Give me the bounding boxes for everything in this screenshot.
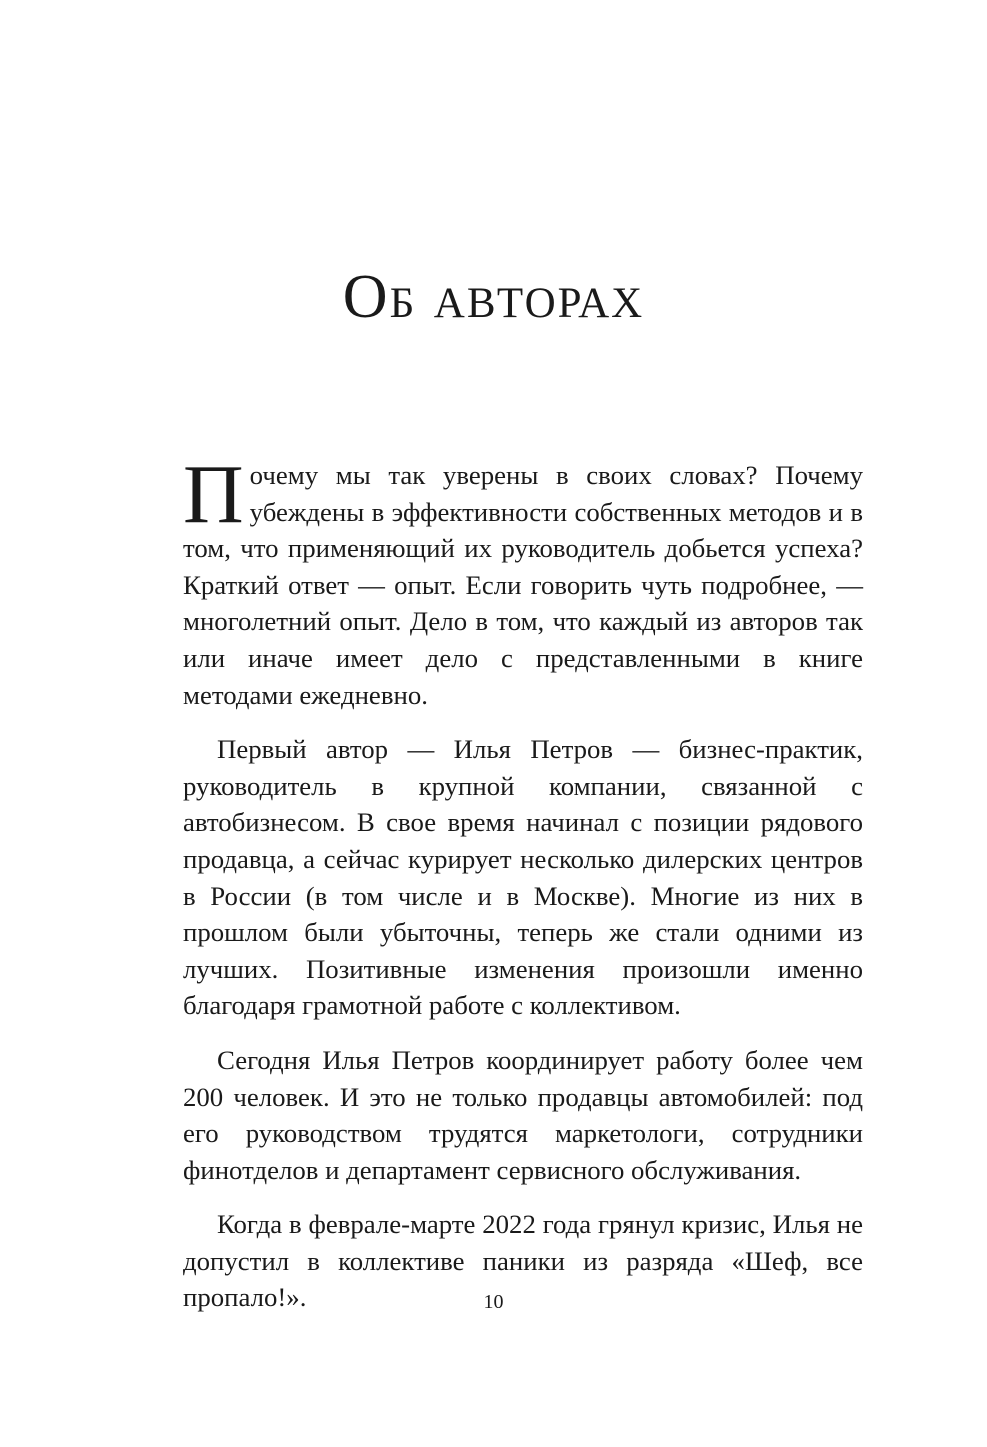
paragraph-2: Первый автор — Илья Петров — бизнес-практик, руководитель в крупной компании, связанной с автобизнесом. В свое время начинал с позиции рядового продавца, а сейчас курирует несколько дилерских центров в России (в том числе и в Москве). Многие из них в прошлом были убыточны, теперь же стали одними из лучших. Позитивные изменения произошли именно благодаря грамотной работе с коллективом. [183, 734, 863, 1021]
page-number: 10 [483, 1291, 504, 1313]
paragraph-3: Сегодня Илья Петров координирует работу более чем 200 человек. И это не только продавцы автомобилей: под его руководством трудятся маркетологи, сотрудники финотделов и департамент сервисного обслуживания. [183, 1044, 863, 1185]
page-title: Об авторах [342, 263, 645, 331]
body-text [183, 448, 863, 1334]
paragraph-1 [183, 448, 863, 713]
paragraph-1-text: очему мы так уверены в своих словах? Почему убеждены в эффективности собственных методов и в том, что применяющий их руководитель добьется успеха? Краткий ответ — опыт. Если говорить чуть подробнее, — многолетний опыт. Дело в том, что каждый из авторов так или иначе имеет дело с представленными в книге методами ежедневно. [183, 460, 863, 710]
drop-cap: П [183, 448, 244, 541]
paragraph-4: Когда в феврале-марте 2022 года грянул кризис, Илья не допустил в коллективе паники из разряда «Шеф, все пропало!». [183, 1209, 863, 1313]
